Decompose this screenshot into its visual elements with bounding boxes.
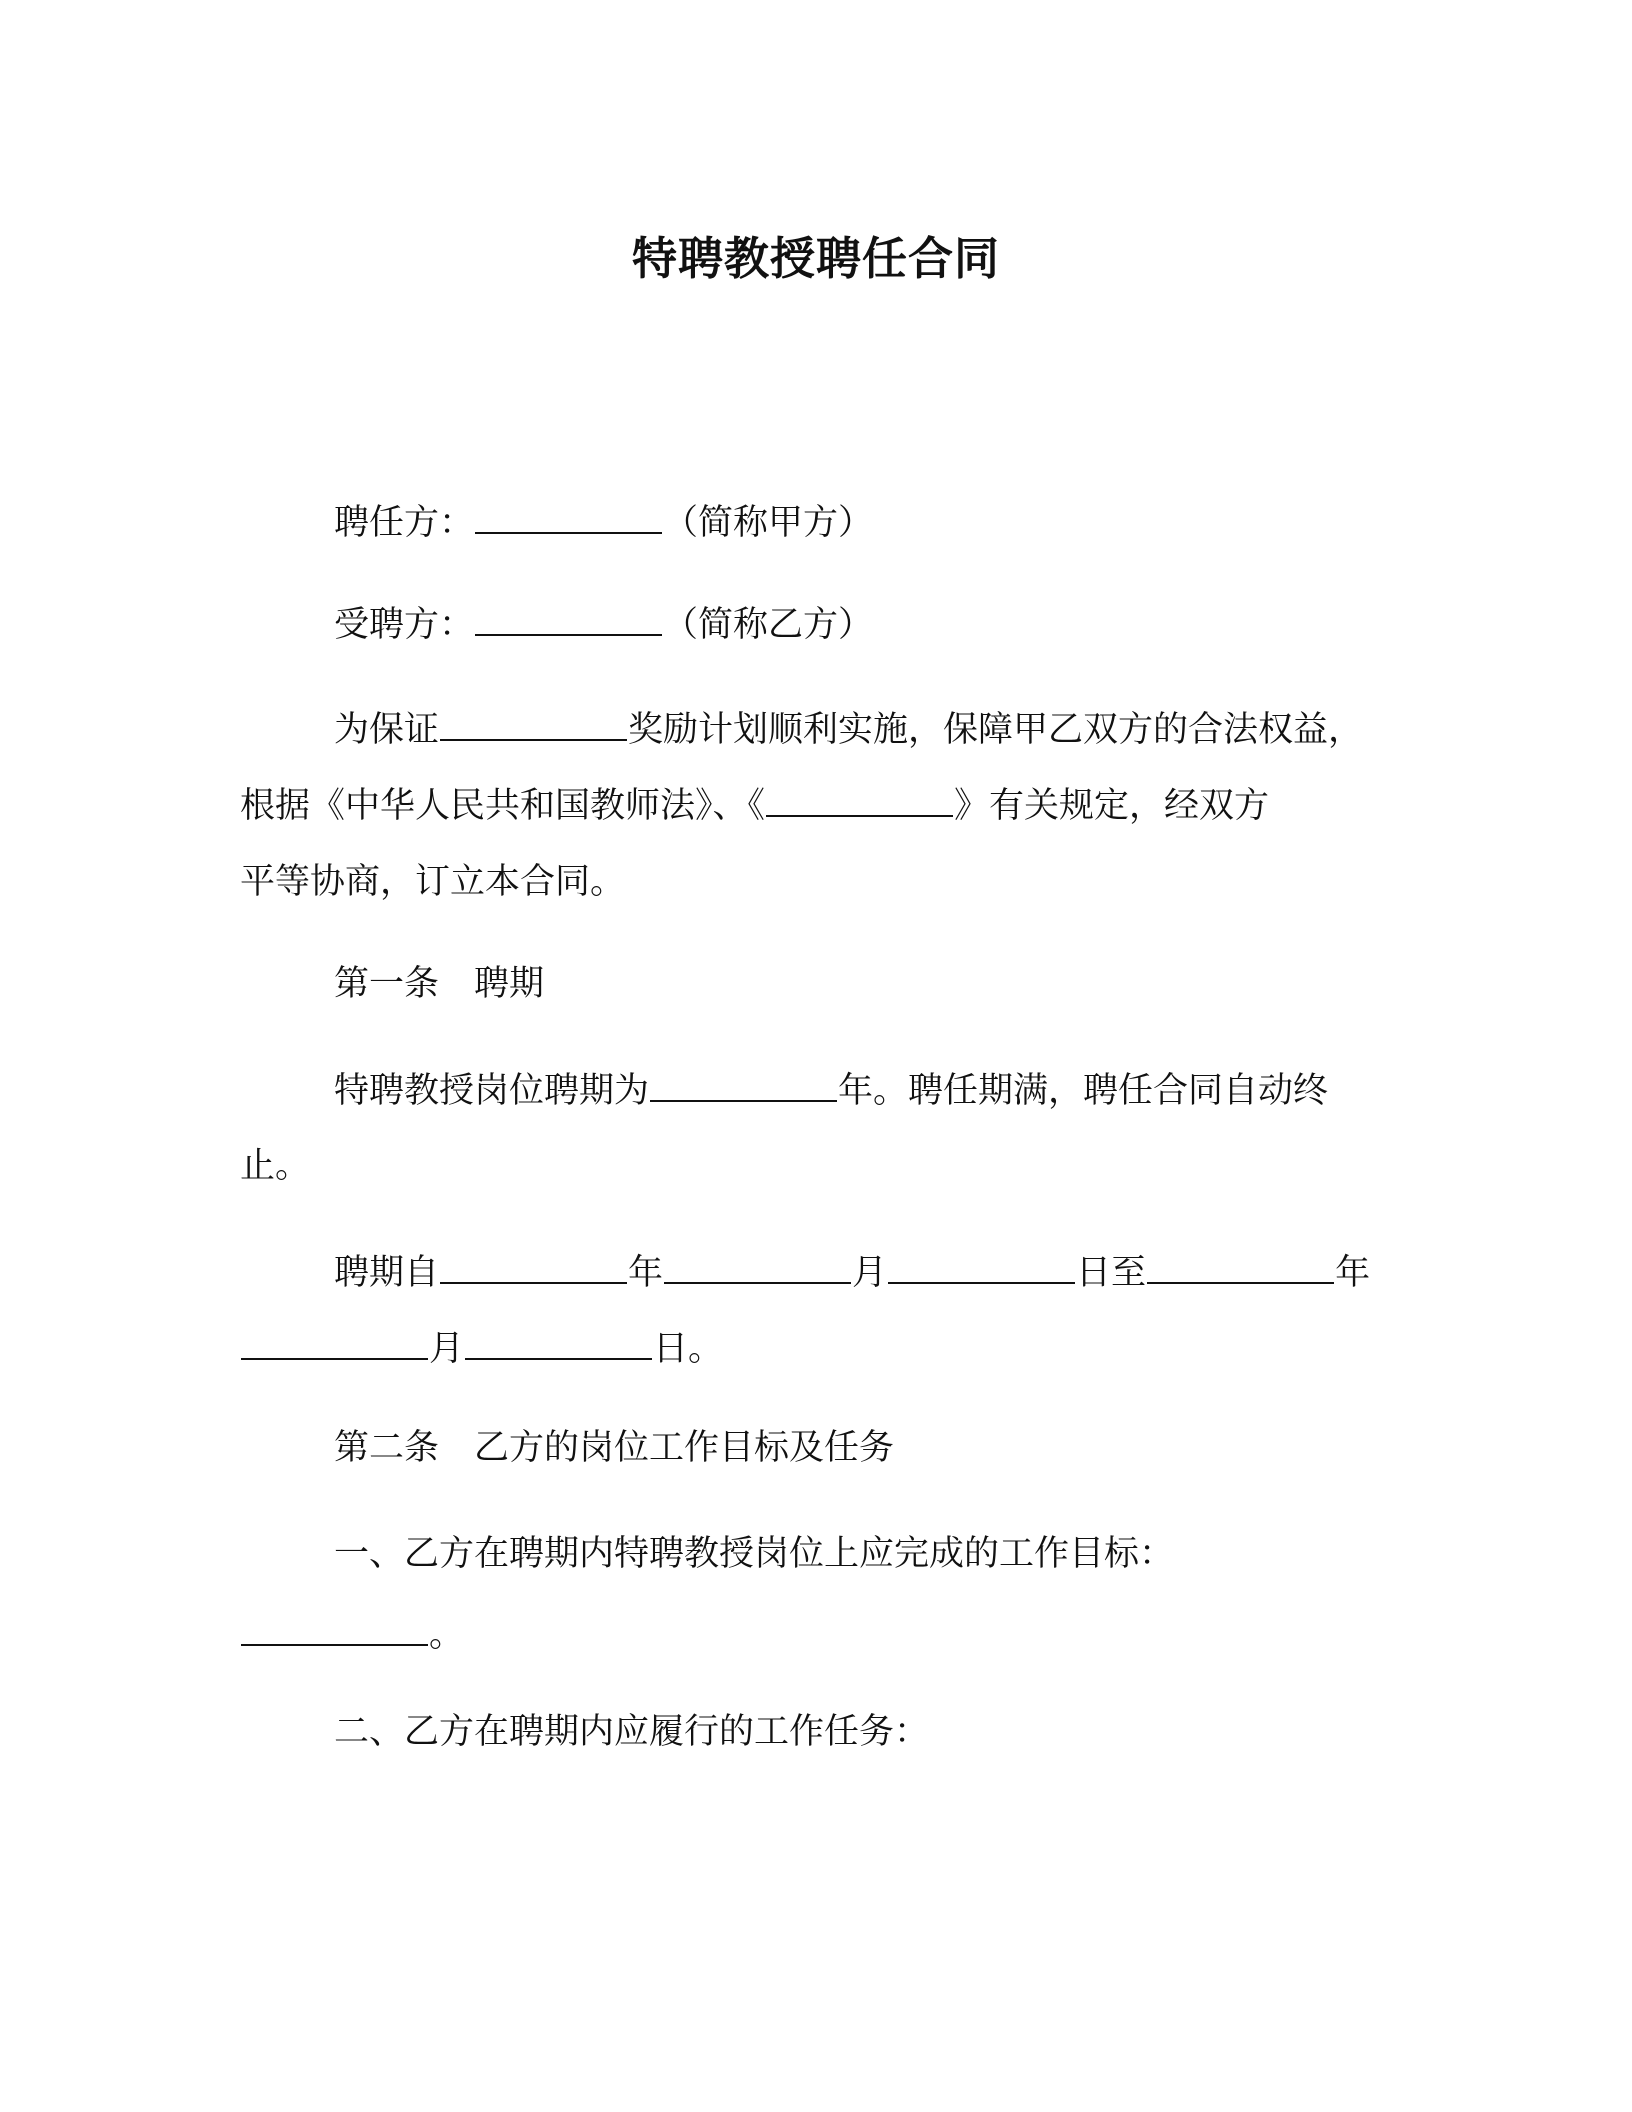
preamble-text-c: 根据《中华人民共和国教师法》、《 <box>240 786 766 826</box>
period-year2-label: 年 <box>1335 1253 1371 1293</box>
term-text-b: 年。聘任期满，聘任合同自动终 <box>838 1071 1329 1111</box>
end-month-blank <box>241 1326 428 1360</box>
employee-suffix: （简称乙方） <box>663 605 874 645</box>
term-text-a: 特聘教授岗位聘期为 <box>334 1071 650 1111</box>
regulation-name-blank <box>766 783 953 817</box>
preamble-text-a: 为保证 <box>334 710 440 750</box>
period-month-label: 月 <box>852 1253 888 1293</box>
employer-suffix: （简称甲方） <box>663 503 874 543</box>
article2-heading <box>334 1428 894 1468</box>
employer-blank <box>475 500 662 534</box>
term-line-2 <box>240 1146 310 1186</box>
start-month-blank <box>664 1250 851 1284</box>
employer-label: 聘任方： <box>334 503 475 543</box>
employee-blank <box>475 602 662 636</box>
preamble-line-1 <box>334 707 1363 750</box>
item1-text: 一、乙方在聘期内特聘教授岗位上应完成的工作目标： <box>334 1534 1175 1574</box>
start-year-blank <box>440 1250 627 1284</box>
preamble-line-2 <box>240 783 1269 826</box>
period-day-to-label: 日至 <box>1076 1253 1147 1293</box>
term-line-1 <box>334 1068 1328 1111</box>
item2-line <box>334 1712 929 1752</box>
period-line-1 <box>334 1250 1370 1293</box>
article2-heading-text: 第二条 乙方的岗位工作目标及任务 <box>334 1428 895 1468</box>
item1-line-2 <box>240 1612 464 1655</box>
end-day-blank <box>465 1326 652 1360</box>
employer-line <box>334 500 873 543</box>
preamble-line-3 <box>240 862 625 902</box>
period-text-a: 聘期自 <box>334 1253 440 1293</box>
work-goal-blank <box>241 1612 428 1646</box>
term-text-c: 止。 <box>240 1146 311 1186</box>
item1-end: 。 <box>429 1615 465 1655</box>
end-year-blank <box>1147 1250 1334 1284</box>
employee-line <box>334 602 873 645</box>
preamble-text-e: 平等协商，订立本合同。 <box>240 862 626 902</box>
article1-heading <box>334 964 544 1004</box>
preamble-text-b: 奖励计划顺利实施，保障甲乙双方的合法权益， <box>628 710 1364 750</box>
period-month2-label: 月 <box>429 1329 465 1369</box>
preamble-text-d: 》有关规定，经双方 <box>954 786 1270 826</box>
period-year-label: 年 <box>628 1253 664 1293</box>
article1-heading-text: 第一条 聘期 <box>334 964 545 1004</box>
document-title: 特聘教授聘任合同 <box>631 232 1000 285</box>
period-line-2 <box>240 1326 723 1369</box>
item2-text: 二、乙方在聘期内应履行的工作任务： <box>334 1712 930 1752</box>
item1-line-1 <box>334 1534 1174 1574</box>
period-end-label: 日。 <box>653 1329 724 1369</box>
plan-name-blank <box>440 707 627 741</box>
start-day-blank <box>888 1250 1075 1284</box>
term-years-blank <box>650 1068 837 1102</box>
employee-label: 受聘方： <box>334 605 475 645</box>
